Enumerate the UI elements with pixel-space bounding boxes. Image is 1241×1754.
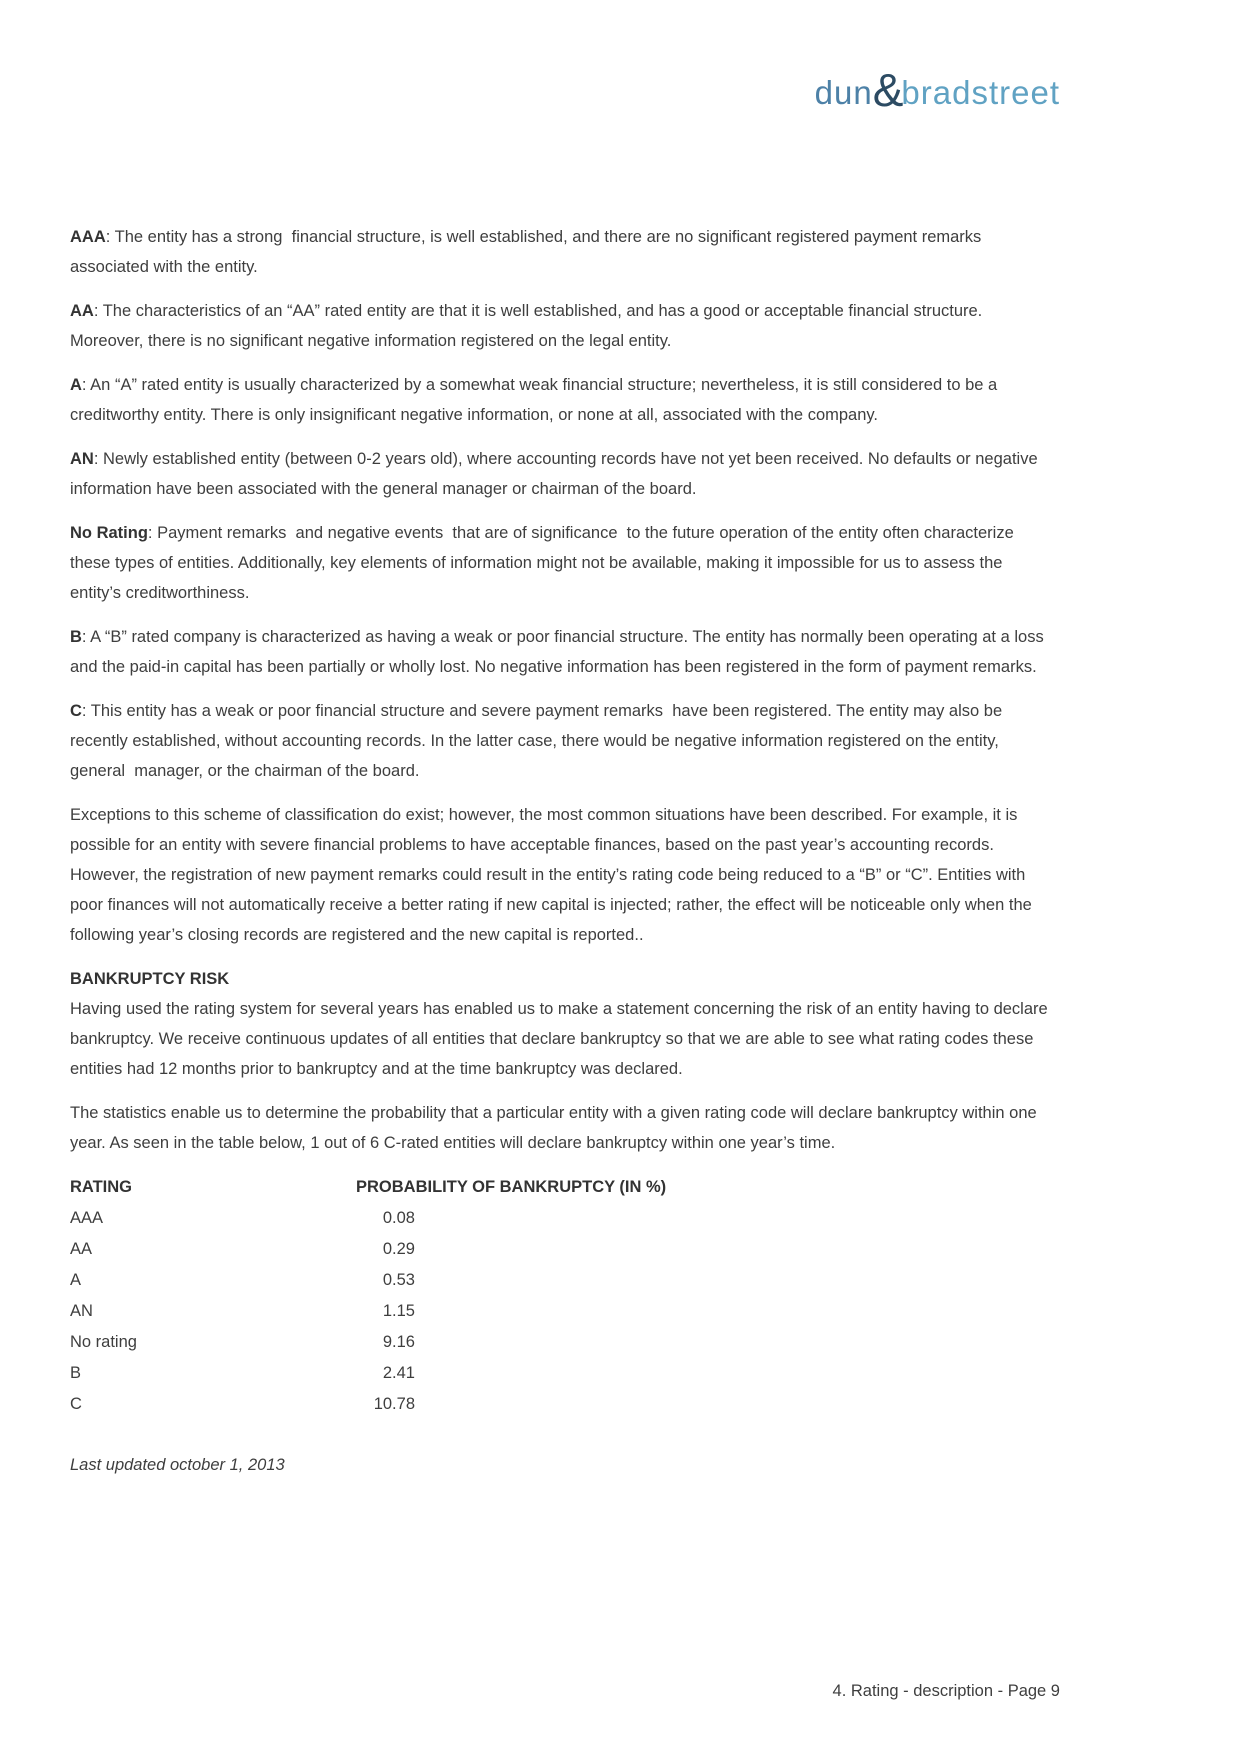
rating-definition-no-rating: [70, 518, 1055, 608]
page-footer: 4. Rating - description - Page 9: [832, 1682, 1060, 1700]
logo-text-bradstreet: bradstreet: [901, 74, 1060, 111]
rating-text-b: : A “B” rated company is characterized as having a weak or poor financial structure. The entity has normally been operating at a loss and the paid-in capital has been partially or wholly lost. No negative information has been registered in the form of payment remarks.: [70, 628, 1049, 676]
rating-term-b: B: [70, 628, 82, 646]
exceptions-paragraph: Exceptions to this scheme of classification do exist; however, the most common situations have been described. For example, it is possible for an entity with severe financial problems to have acceptable finances, based on the past year’s accounting records. However, the registration of new payment remarks could result in the entity’s rating code being reduced to a “B” or “C”. Entities with poor finances will not automatically receive a better rating if new capital is injected; rather, the effect will be noticeable only when the following year’s closing records are registered and the new capital is reported..: [70, 806, 1037, 944]
rating-term-no-rating: No Rating: [70, 524, 148, 542]
rating-text-aaa: : The entity has a strong financial structure, is well established, and there are no significant registered payment remarks associated with the entity.: [70, 228, 986, 276]
table-row: [70, 1265, 1055, 1296]
rating-definition-aa: [70, 296, 1055, 356]
table-header-probability: PROBABILITY OF BANKRUPTCY (IN %): [356, 1178, 667, 1196]
table-row: [70, 1234, 1055, 1265]
rating-term-c: C: [70, 702, 82, 720]
bankruptcy-probability-table: [70, 1172, 1055, 1420]
table-row: [70, 1358, 1055, 1389]
table-cell-rating: C: [70, 1395, 82, 1413]
rating-text-a: : An “A” rated entity is usually characterized by a somewhat weak financial structure; nevertheless, it is still considered to be a creditworthy entity. There is only insignificant negative information, or none at all, associated with the company.: [70, 376, 1002, 424]
rating-term-aa: AA: [70, 302, 94, 320]
dun-bradstreet-logo: [815, 58, 1060, 130]
table-row: [70, 1203, 1055, 1234]
bankruptcy-risk-heading: BANKRUPTCY RISK: [70, 970, 230, 988]
table-cell-value: 0.53: [382, 1271, 415, 1289]
table-header-rating: RATING: [70, 1178, 133, 1196]
table-cell-rating: A: [70, 1271, 82, 1289]
table-cell-value: 9.16: [382, 1333, 415, 1351]
table-cell-rating: AN: [70, 1302, 93, 1320]
rating-definition-c: [70, 696, 1055, 786]
bankruptcy-paragraph-1: Having used the rating system for several years has enabled us to make a statement concerning the risk of an entity having to declare bankruptcy. We receive continuous updates of all entities that declare bankruptcy so that we are able to see what rating codes these entities had 12 months prior to bankruptcy and at the time bankruptcy was declared.: [70, 1000, 1053, 1078]
table-cell-rating: AAA: [70, 1209, 104, 1227]
rating-text-c: : This entity has a weak or poor financial structure and severe payment remarks have been registered. The entity may also be recently established, without accounting records. In the latter case, there would be negative information registered on the entity, general manager, or the chairman of the board.: [70, 702, 1007, 780]
table-cell-value: 1.15: [382, 1302, 415, 1320]
rating-text-aa: : The characteristics of an “AA” rated entity are that it is well established, and has a good or acceptable financial structure. Moreover, there is no significant negative information registered on the legal entity.: [70, 302, 987, 350]
table-row: [70, 1327, 1055, 1358]
rating-text-no-rating: : Payment remarks and negative events that are of significance to the future operation of the entity often characterize these types of entities. Additionally, key elements of information might not be available, making it impossible for us to assess the entity’s creditworthiness.: [70, 524, 1019, 602]
bankruptcy-paragraph-2: The statistics enable us to determine the probability that a particular entity with a given rating code will declare bankruptcy within one year. As seen in the table below, 1 out of 6 C-rated entities will declare bankruptcy within one year’s time.: [70, 1104, 1042, 1152]
table-cell-value: 10.78: [373, 1395, 415, 1413]
rating-definition-aaa: [70, 222, 1055, 282]
rating-term-an: AN: [70, 450, 94, 468]
rating-text-an: : Newly established entity (between 0-2 years old), where accounting records have not yet been received. No defaults or negative information have been associated with the general manager or chairman of the board.: [70, 450, 1043, 498]
rating-term-a: A: [70, 376, 82, 394]
table-cell-value: 2.41: [382, 1364, 415, 1382]
rating-definition-a: [70, 370, 1055, 430]
logo-text-dun: dun: [814, 74, 873, 111]
table-cell-rating: AA: [70, 1240, 93, 1258]
table-header-row: [70, 1172, 1055, 1203]
last-updated-note: Last updated october 1, 2013: [70, 1456, 285, 1474]
rating-term-aaa: AAA: [70, 228, 106, 246]
ampersand-logo-icon: &: [872, 64, 904, 116]
table-cell-value: 0.29: [382, 1240, 415, 1258]
table-row: [70, 1389, 1055, 1420]
table-cell-rating: No rating: [70, 1333, 137, 1351]
table-cell-rating: B: [70, 1364, 82, 1382]
table-row: [70, 1296, 1055, 1327]
rating-definition-an: [70, 444, 1055, 504]
page-content: [70, 222, 1055, 1494]
table-cell-value: 0.08: [382, 1209, 415, 1227]
rating-definition-b: [70, 622, 1055, 682]
